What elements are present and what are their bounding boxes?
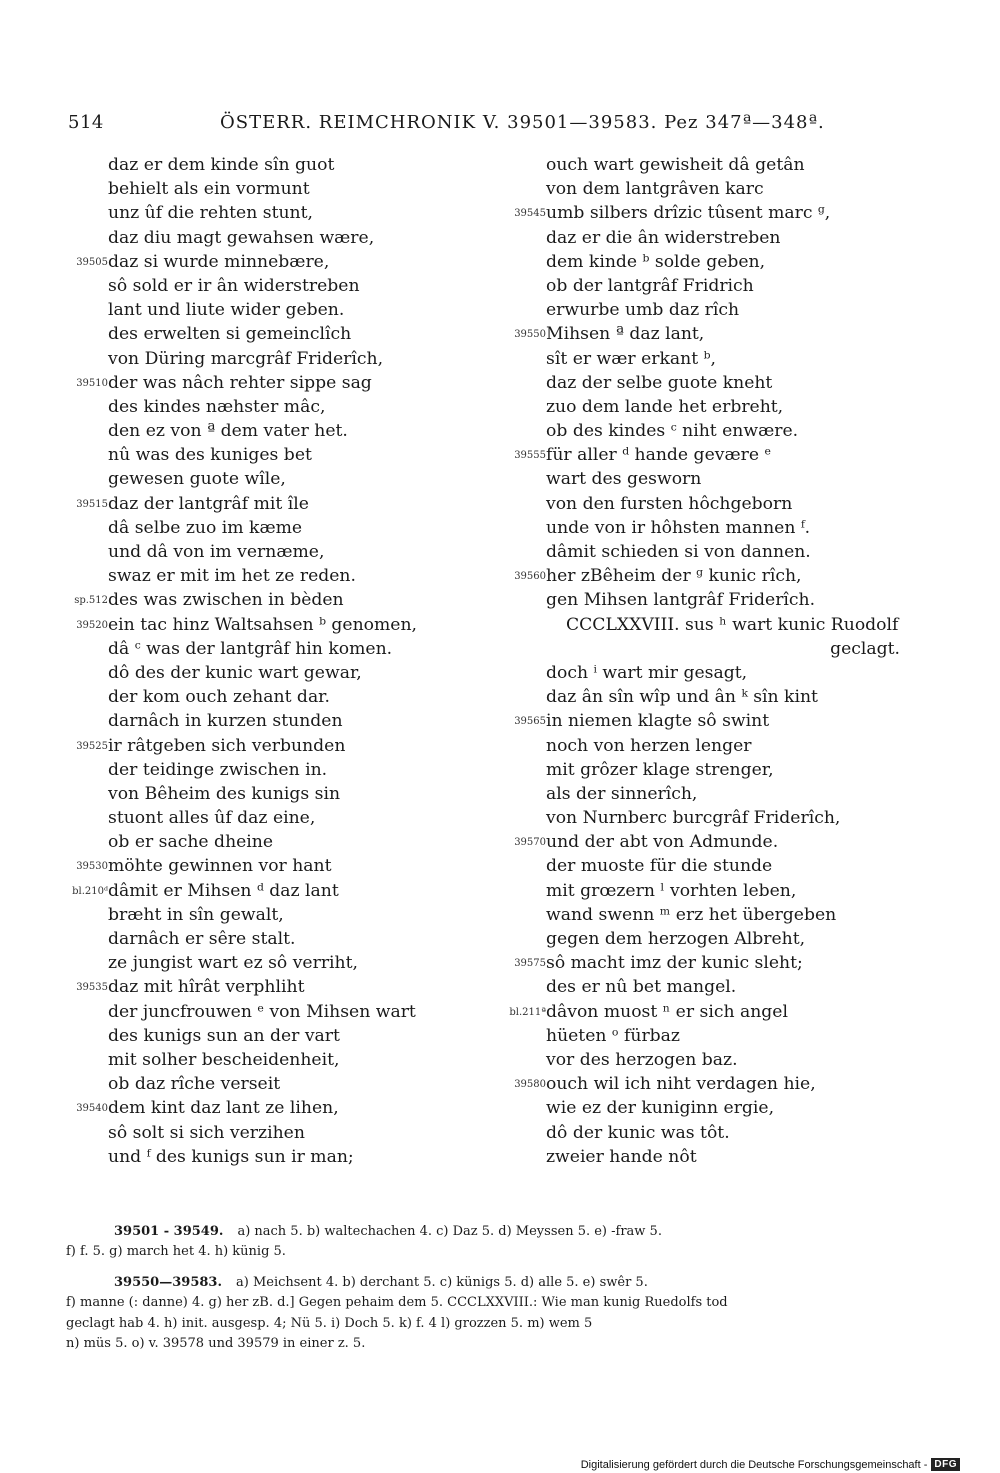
verse-line [508, 830, 948, 854]
verse-text: des kunigs sun an der vart [108, 1025, 340, 1046]
line-number: 39555 [514, 450, 546, 462]
verse-text: den ez von ª dem vater het. [108, 421, 348, 442]
funding-text: Digitalisierung gefördert durch die Deutsche Forschungsgemeinschaft - [580, 1458, 928, 1471]
verse-text: ob des kindes ᶜ niht enwære. [546, 421, 799, 442]
verse-line [508, 806, 948, 830]
footnote-line: f) f. 5. g) march het 4. h) künig 5. [66, 1244, 286, 1260]
verse-text: von dem lantgrâven karc [546, 179, 764, 200]
verse-line [508, 1000, 948, 1024]
line-number: 39550 [514, 329, 546, 341]
line-number: bl.211ª [509, 1006, 546, 1018]
verse-line [508, 1145, 948, 1169]
line-number: 39580 [514, 1079, 546, 1091]
verse-line [508, 250, 948, 274]
verse-line [508, 879, 948, 903]
verse-text: behielt als ein vormunt [108, 179, 310, 200]
verse-text: daz diu magt gewahsen wære, [108, 227, 375, 248]
verse-text: dô der kunic was tôt. [546, 1122, 730, 1143]
verse-text: ob der lantgrâf Fridrich [546, 275, 754, 296]
verse-text: dâ ᶜ was der lantgrâf hin komen. [108, 638, 393, 659]
verse-text: daz der selbe guote kneht [546, 372, 773, 393]
verse-text: noch von herzen lenger [546, 735, 752, 756]
verse-line [70, 927, 490, 951]
verse-text: der teidinge zwischen in. [108, 759, 328, 780]
verse-text: gegen dem herzogen Albreht, [546, 929, 806, 949]
footnote-line: geclagt hab 4. h) init. ausgesp. 4; Nü 5. i) Doch 5. k) f. 4 l) grozzen 5. m) wem 5 [66, 1315, 593, 1331]
verse-line [70, 250, 490, 274]
verse-text: unde von ir hôhsten mannen ᶠ. [546, 517, 811, 538]
verse-line [70, 564, 490, 588]
verse-line [70, 492, 490, 516]
footnote-line: n) müs 5. o) v. 39578 und 39579 in einer z. 5. [66, 1335, 366, 1351]
verse-line [508, 226, 948, 250]
verse-text: wart des gesworn [546, 469, 702, 490]
verse-line [70, 201, 490, 225]
verse-text: des erwelten si gemeinclîch [108, 324, 352, 345]
verse-line [508, 927, 948, 951]
verse-text: dem kint daz lant ze lihen, [108, 1098, 339, 1119]
verse-text: dem kinde ᵇ solde geben, [546, 251, 766, 272]
footnote-text: a) Meichsent 4. b) derchant 5. c) künigs 5. d) alle 5. e) swêr 5. [235, 1274, 648, 1290]
verse-text: des er nû bet mangel. [546, 977, 737, 998]
verse-line [508, 419, 948, 443]
verse-text: dâmit schieden si von dannen. [546, 542, 811, 562]
dfg-logo: DFG [931, 1458, 960, 1471]
verse-text: CCCLXXVIII. sus ʰ wart kunic Ruodolf [566, 614, 899, 635]
verse-line [508, 782, 948, 806]
verse-text: mit grœzern ˡ vorhten leben, [546, 880, 797, 901]
verse-line [70, 903, 490, 927]
verse-line [70, 1096, 490, 1120]
verse-line [70, 951, 490, 975]
verse-text: ir râtgeben sich verbunden [108, 735, 346, 756]
verse-text: der kom ouch zehant dar. [108, 687, 330, 708]
verse-line [70, 1072, 490, 1096]
running-header [68, 112, 948, 136]
verse-text: gen Mihsen lantgrâf Friderîch. [546, 590, 816, 611]
funding-footer [581, 1458, 960, 1471]
verse-text: ob er sache dheine [108, 832, 274, 853]
verse-line [70, 226, 490, 250]
verse-line [508, 613, 948, 637]
verse-text: daz mit hîrât verphliht [108, 977, 305, 998]
verse-line [508, 298, 948, 322]
verse-line [508, 1121, 948, 1145]
verse-text: gewesen guote wîle, [108, 469, 286, 490]
verse-text: der muoste für die stunde [546, 856, 773, 877]
verse-line [70, 1000, 490, 1024]
line-number: 39525 [76, 740, 108, 752]
verse-text: daz si wurde minnebære, [108, 251, 330, 272]
verse-line [70, 613, 490, 637]
footnotes [66, 1222, 920, 1354]
verse-text: ob daz rîche verseit [108, 1074, 281, 1095]
verse-text: von den fursten hôchgeborn [546, 493, 793, 514]
verse-text: vor des herzogen baz. [546, 1049, 738, 1070]
verse-text: des was zwischen in bèden [108, 590, 344, 611]
verse-text: und der abt von Admunde. [546, 832, 779, 853]
verse-line [508, 637, 948, 661]
verse-text: zweier hande nôt [546, 1146, 697, 1167]
verse-line [508, 903, 948, 927]
line-number: 39560 [514, 571, 546, 583]
verse-line [508, 1096, 948, 1120]
line-number: 39545 [514, 208, 546, 220]
verse-text: als der sinnerîch, [546, 783, 698, 804]
verse-line [70, 467, 490, 491]
verse-line [70, 516, 490, 540]
verse-line [508, 371, 948, 395]
verse-line [70, 1024, 490, 1048]
verse-text: dâ selbe zuo im kæme [108, 517, 303, 538]
verse-text: daz ân sîn wîp und ân ᵏ sîn kint [546, 687, 818, 708]
verse-text: daz er dem kinde sîn guot [108, 155, 335, 175]
verse-line [508, 201, 948, 225]
verse-text: möhte gewinnen vor hant [108, 856, 332, 877]
verse-line [508, 661, 948, 685]
verse-line [508, 1024, 948, 1048]
verse-line [508, 177, 948, 201]
verse-line [70, 975, 490, 999]
verse-line [508, 854, 948, 878]
verse-text: wand swenn ᵐ erz het übergeben [546, 904, 837, 925]
verse-line [70, 1121, 490, 1145]
verse-line [70, 1048, 490, 1072]
verse-text: geclagt. [830, 638, 900, 659]
verse-text: der juncfrouwen ᵉ von Mihsen wart [108, 1001, 416, 1022]
verse-line [70, 734, 490, 758]
verse-text: ouch wart gewisheit dâ getân [546, 155, 805, 175]
verse-line [70, 371, 490, 395]
verse-text: hüeten ᵒ fürbaz [546, 1025, 680, 1046]
verse-text: von Bêheim des kunigs sin [108, 783, 341, 804]
line-number: 39575 [514, 958, 546, 970]
verse-text: daz er die ân widerstreben [546, 227, 781, 248]
verse-line [508, 322, 948, 346]
verse-text: swaz er mit im het ze reden. [108, 566, 356, 587]
verse-line [70, 661, 490, 685]
verse-text: mit solher bescheidenheit, [108, 1049, 340, 1070]
verse-line [70, 322, 490, 346]
verse-text: nû was des kuniges bet [108, 445, 312, 466]
verse-line [70, 177, 490, 201]
line-number: 39515 [76, 498, 108, 510]
verse-line [508, 347, 948, 371]
verse-line [508, 588, 948, 612]
line-number: 39510 [76, 377, 108, 389]
verse-text: dâmit er Mihsen ᵈ daz lant [108, 880, 339, 901]
footnote-line [66, 1222, 920, 1242]
verse-text: sô sold er ir ân widerstreben [108, 275, 360, 296]
verse-text: Mihsen ª daz lant, [546, 324, 705, 345]
verse-text: dô des der kunic wart gewar, [108, 662, 362, 683]
verse-text: daz der lantgrâf mit île [108, 493, 309, 514]
verse-text: stuont alles ûf daz eine, [108, 808, 316, 829]
verse-text: bræht in sîn gewalt, [108, 904, 284, 925]
verse-line [508, 274, 948, 298]
footnote-line: f) manne (: danne) 4. g) her zB. d.] Gegen pehaim dem 5. CCCLXXVIII.: Wie man kunig Ruedolfs tod [66, 1295, 728, 1311]
verse-line [70, 830, 490, 854]
line-number: 39505 [76, 256, 108, 268]
line-number: 39540 [76, 1103, 108, 1115]
verse-line [508, 153, 948, 177]
footnote-text: a) nach 5. b) waltechachen 4. c) Daz 5. d) Meyssen 5. e) -fraw 5. [237, 1224, 662, 1239]
verse-line [70, 540, 490, 564]
verse-line [508, 395, 948, 419]
verse-text: von Nurnberc burcgrâf Friderîch, [546, 808, 841, 829]
footnote-range-label: 39550—39583. [114, 1274, 222, 1290]
verse-text: sît er wær erkant ᵇ, [546, 348, 716, 369]
verse-text: erwurbe umb daz rîch [546, 300, 740, 321]
line-number: 39565 [514, 716, 546, 728]
verse-text: umb silbers drîzic tûsent marc ᵍ, [546, 203, 831, 224]
right-verse-column [508, 153, 948, 1169]
verse-line [508, 564, 948, 588]
line-number: bl.210ᵈ [72, 885, 108, 897]
verse-line [70, 298, 490, 322]
verse-line [70, 685, 490, 709]
verse-line [70, 395, 490, 419]
line-number: 39570 [514, 837, 546, 849]
verse-line [70, 419, 490, 443]
verse-text: von Düring marcgrâf Friderîch, [108, 348, 384, 369]
verse-line [70, 854, 490, 878]
verse-line [508, 443, 948, 467]
verse-text: des kindes næhster mâc, [108, 396, 326, 417]
page-number: 514 [68, 112, 104, 133]
verse-line [508, 709, 948, 733]
verse-line [70, 758, 490, 782]
verse-line [70, 879, 490, 903]
verse-line [508, 951, 948, 975]
verse-text: sô macht imz der kunic sleht; [546, 953, 803, 974]
verse-text: der was nâch rehter sippe sag [108, 372, 372, 393]
verse-line [508, 492, 948, 516]
line-number: 39530 [76, 861, 108, 873]
verse-text: her zBêheim der ᵍ kunic rîch, [546, 566, 802, 587]
verse-line [70, 709, 490, 733]
verse-line [508, 975, 948, 999]
verse-line [508, 516, 948, 540]
footnote-line [66, 1273, 920, 1293]
verse-line [70, 274, 490, 298]
verse-text: sô solt si sich verzihen [108, 1122, 305, 1143]
verse-text: und ᶠ des kunigs sun ir man; [108, 1146, 354, 1167]
running-title: ÖSTERR. REIMCHRONIK V. 39501—39583. Pez 347ª—348ª. [220, 112, 825, 133]
verse-line [508, 734, 948, 758]
verse-line [70, 782, 490, 806]
verse-line [70, 347, 490, 371]
verse-line [70, 806, 490, 830]
verse-line [508, 758, 948, 782]
verse-text: unz ûf die rehten stunt, [108, 203, 313, 224]
line-number: 39535 [76, 982, 108, 994]
verse-line [70, 153, 490, 177]
verse-text: ein tac hinz Waltsahsen ᵇ genomen, [108, 614, 418, 635]
left-verse-column [70, 153, 490, 1169]
line-number: sp.512 [74, 595, 108, 607]
verse-text: ouch wil ich niht verdagen hie, [546, 1074, 816, 1095]
verse-text: lant und liute wider geben. [108, 300, 345, 321]
verse-text: wie ez der kuniginn ergie, [546, 1098, 775, 1119]
footnote-range-label: 39501 - 39549. [114, 1224, 224, 1239]
verse-text: mit grôzer klage strenger, [546, 759, 774, 780]
verse-line [70, 443, 490, 467]
verse-text: zuo dem lande het erbreht, [546, 396, 784, 417]
verse-line [70, 1145, 490, 1169]
line-number: 39520 [76, 619, 108, 631]
verse-text: dâvon muost ⁿ er sich angel [546, 1001, 788, 1022]
verse-line [508, 1048, 948, 1072]
verse-line [508, 1072, 948, 1096]
verse-text: doch ⁱ wart mir gesagt, [546, 662, 748, 683]
verse-text: darnâch in kurzen stunden [108, 711, 343, 732]
verse-text: darnâch er sêre stalt. [108, 929, 296, 949]
verse-line [70, 637, 490, 661]
verse-text: in niemen klagte sô swint [546, 711, 770, 732]
verse-text: für aller ᵈ hande gevære ᵉ [546, 445, 772, 466]
verse-line [508, 685, 948, 709]
verse-line [508, 467, 948, 491]
verse-line [70, 588, 490, 612]
verse-line [508, 540, 948, 564]
verse-text: ze jungist wart ez sô verriht, [108, 953, 358, 974]
verse-text: und dâ von im vernæme, [108, 542, 325, 562]
